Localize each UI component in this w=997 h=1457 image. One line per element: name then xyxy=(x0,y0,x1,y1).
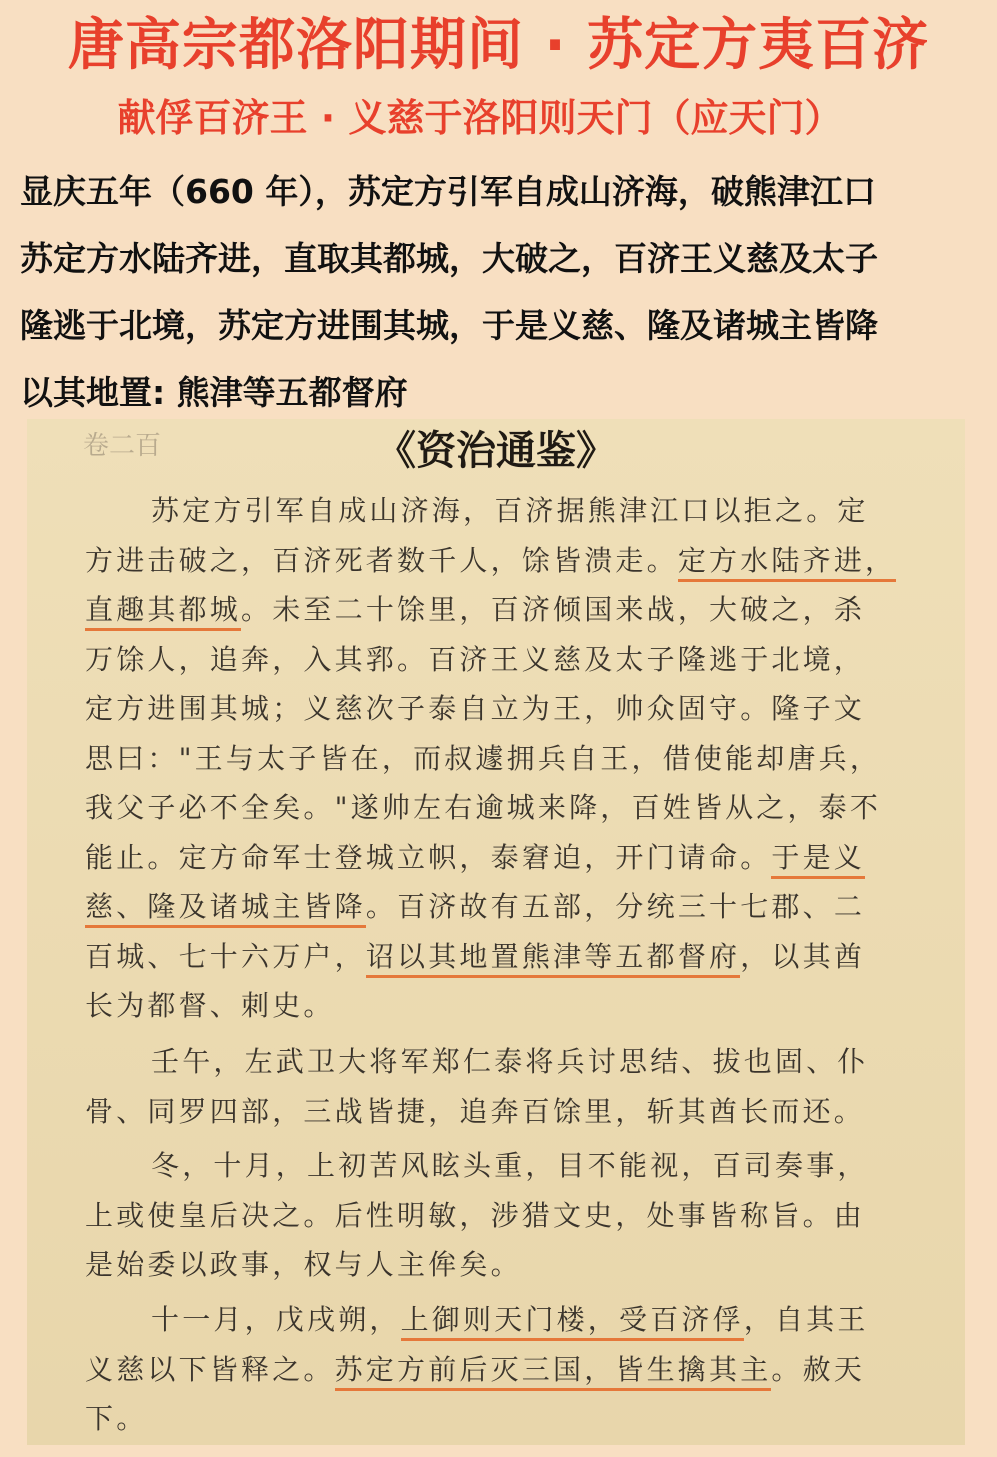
summary-line: 以其地置: 熊津等五都督府 xyxy=(20,373,408,412)
text-segment: 骨、同罗四部，三战皆捷，追奔百馀里，斩其酋长而还。 xyxy=(85,1094,866,1128)
subtitle: 献俘百济王 · 义慈于洛阳则天门（应天门） xyxy=(117,96,843,140)
text-line xyxy=(85,1141,907,1191)
text-segment: 苏定方引军自成山济海，百济据熊津江口以拒之。定 xyxy=(151,494,869,527)
text-line xyxy=(85,1345,907,1395)
text-line xyxy=(85,684,907,734)
text-segment: 。百济故有五部，分统三十七郡、二 xyxy=(365,890,866,923)
text-segment: 。未至二十馀里，百济倾国来战，大破之，杀 xyxy=(241,593,866,626)
book-paragraph xyxy=(85,486,907,1031)
underlined-text: 上御则天门楼，受百济俘 xyxy=(401,1303,744,1341)
main-title: 唐高宗都洛阳期间 · 苏定方夷百济 xyxy=(67,13,930,78)
text-line xyxy=(85,981,907,1031)
underlined-text: 诏以其地置熊津等五都督府 xyxy=(366,940,740,978)
underlined-text: 慈、隆及诸城主皆降 xyxy=(85,890,366,928)
text-segment: 思曰："王与太子皆在，而叔遽拥兵自王，借使能却唐兵， xyxy=(85,741,882,775)
summary-line: 苏定方水陆齐进，直取其都城，大破之，百济王义慈及太子 xyxy=(20,239,878,278)
text-line xyxy=(85,734,907,784)
underlined-text: 直趣其都城 xyxy=(85,593,241,631)
text-segment: 壬午，左武卫大将军郑仁泰将兵讨思结、拔也固、仆 xyxy=(151,1045,869,1078)
text-segment: 能止。定方命军士登城立帜，泰窘迫，开门请命。 xyxy=(85,840,772,874)
book-paragraph xyxy=(85,1141,907,1290)
text-segment: 义慈以下皆释之。 xyxy=(85,1352,335,1386)
text-line xyxy=(85,486,907,536)
text-line xyxy=(85,1191,907,1241)
underlined-text: 苏定方前后灭三国，皆生擒其主 xyxy=(335,1353,772,1391)
text-line xyxy=(85,1394,907,1444)
book-paragraph xyxy=(85,1295,907,1444)
text-segment: 十一月，戊戌朔， xyxy=(151,1303,401,1336)
text-segment: 百城、七十六万户， xyxy=(85,939,366,973)
text-segment: 下。 xyxy=(85,1402,148,1435)
summary-line: 隆逃于北境，苏定方进围其城，于是义慈、隆及诸城主皆降 xyxy=(20,306,878,345)
text-segment: 长为都督、刺史。 xyxy=(85,989,335,1022)
summary-text xyxy=(20,158,985,426)
text-segment: ，自其王 xyxy=(743,1303,869,1336)
text-segment: 我父子必不全矣。"遂帅左右逾城来降，百姓皆从之，泰不 xyxy=(85,791,882,824)
text-line xyxy=(85,1295,907,1345)
text-segment: 上或使皇后决之。后性明敏，涉猎文史，处事皆称旨。由 xyxy=(85,1198,866,1232)
text-segment: 万馀人，追奔，入其郛。百济王义慈及太子隆逃于北境， xyxy=(85,642,866,676)
text-line xyxy=(85,833,907,883)
text-segment: ，以其酋 xyxy=(740,939,866,973)
text-line xyxy=(85,1240,907,1290)
book-page-image xyxy=(27,419,965,1445)
text-line xyxy=(85,882,907,932)
text-line xyxy=(85,536,907,586)
text-line xyxy=(85,585,907,635)
text-line xyxy=(85,1087,907,1137)
book-title: 《资治通鉴》 xyxy=(376,427,616,474)
underlined-text: 定方水陆齐进， xyxy=(678,544,896,582)
text-segment: 冬，十月，上初苦风眩头重，目不能视，百司奏事， xyxy=(151,1149,869,1182)
text-line xyxy=(85,932,907,982)
text-segment: 是始委以政事，权与人主侔矣。 xyxy=(85,1248,522,1281)
text-line xyxy=(85,1037,907,1087)
summary-line: 显庆五年（660 年），苏定方引军自成山济海，破熊津江口 xyxy=(20,172,876,211)
underlined-text: 于是义 xyxy=(771,841,865,879)
text-segment: 方进击破之，百济死者数千人，馀皆溃走。 xyxy=(85,543,678,577)
text-line xyxy=(85,635,907,685)
volume-label: 卷二百 xyxy=(83,431,162,461)
text-line xyxy=(85,783,907,833)
text-segment: 定方进围其城；义慈次子泰自立为王，帅众固守。隆子文 xyxy=(85,692,866,725)
text-segment: 。赦天 xyxy=(771,1352,866,1386)
book-paragraph xyxy=(85,1037,907,1136)
